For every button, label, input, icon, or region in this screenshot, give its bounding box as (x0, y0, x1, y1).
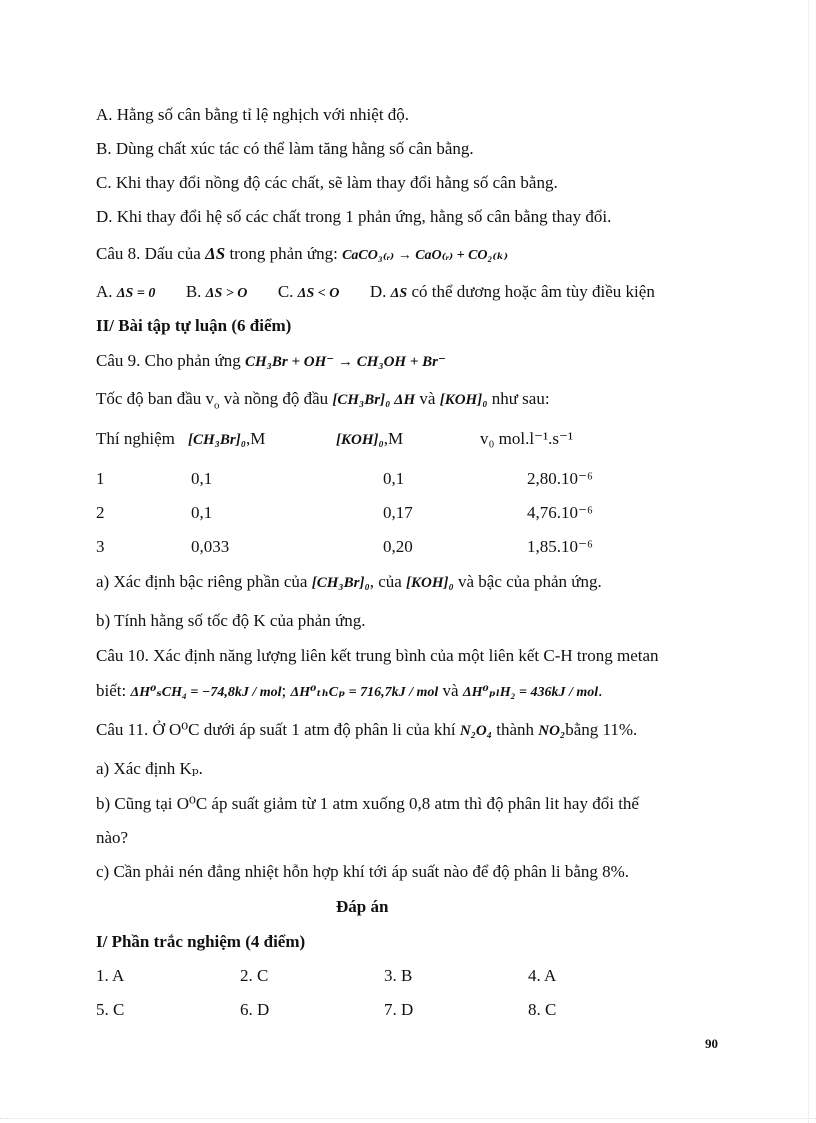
q9-reaction: CH₃Br + OH⁻ → CH₃OH + Br⁻ (244, 354, 446, 370)
q11-eq2: NO₂ (538, 723, 566, 739)
q9-intro-b: và nồng độ đầu (223, 389, 329, 408)
table-header-ch3br-eq: [CH₃Br]₀ (188, 432, 246, 448)
q8-opt-b-label: B. (185, 282, 202, 301)
table-row-2-rate: 4,76.10⁻⁶ (527, 503, 593, 522)
q10-eq2: ΔH⁰ₜₕCₚ = 716,7kJ / mol (290, 685, 439, 700)
q11-line (96, 719, 637, 742)
q8-delta: ΔS (205, 244, 226, 263)
page-bottom-border (0, 1118, 816, 1119)
q9-line (96, 350, 446, 373)
q8-opt-b-eq: ΔS > O (205, 286, 248, 301)
q11-text-b: thành (496, 720, 535, 739)
q9-a-text3: và bậc của phản ứng. (458, 572, 602, 591)
q11-text-a: Câu 11. Ở O⁰C dưới áp suất 1 atm độ phân li của khí (96, 720, 456, 739)
table-row-2-n: 2 (96, 503, 105, 522)
table-header-koh (336, 428, 403, 451)
table-row-2-ch3br: 0,1 (191, 503, 213, 522)
q11-part-a: a) Xác định Kₚ. (96, 759, 203, 778)
answer-3: 3. B (384, 966, 413, 985)
q10-end: . (598, 681, 603, 700)
table-row-2-koh: 0,17 (383, 503, 413, 522)
table-header-koh-eq: [KOH]₀ (336, 432, 384, 448)
table-row-1-n: 1 (96, 469, 105, 488)
table-header-experiment: Thí nghiệm (96, 429, 175, 448)
q9-text: Câu 9. Cho phản ứng (96, 351, 241, 370)
q9-intro (96, 388, 550, 416)
q10-sep1: ; (281, 681, 287, 700)
q11-part-b-2: nào? (96, 828, 129, 847)
q9-a-text2: , của (369, 572, 402, 591)
q11-part-c: c) Cần phải nén đẳng nhiệt hỗn hợp khí tới áp suất nào để độ phân li bằng 8%. (96, 862, 630, 881)
q8-opt-d-eq: ΔS (390, 286, 408, 301)
answer-6: 6. D (240, 1000, 270, 1019)
q10-line2-a: biết: (96, 681, 127, 700)
table-row-1-rate: 2,80.10⁻⁶ (527, 469, 593, 488)
section-2-title: II/ Bài tập tự luận (6 điểm) (96, 316, 292, 335)
answers-section: I/ Phần trắc nghiệm (4 điểm) (96, 932, 306, 951)
table-row-3-n: 3 (96, 537, 105, 556)
q8-opt-d-text: có thể dương hoặc âm tùy điều kiện (411, 282, 655, 301)
q11-part-b-1: b) Cũng tại O⁰C áp suất giảm từ 1 atm xuống 0,8 atm thì độ phân lit hay đổi thế (96, 794, 639, 813)
table-row-1-ch3br: 0,1 (191, 469, 213, 488)
table-header-rate: v₀ mol.l⁻¹.s⁻¹ (480, 429, 574, 448)
page-right-border (808, 0, 809, 1123)
q9-part-b: b) Tính hằng số tốc độ K của phản ứng. (96, 611, 366, 630)
q10-line2 (96, 680, 602, 704)
q9-part-a (96, 571, 602, 594)
table-row-3-koh: 0,20 (383, 537, 413, 556)
q7-option-b: B. Dùng chất xúc tác có thể làm tăng hằng số cân bằng. (96, 139, 474, 158)
answers-title: Đáp án (336, 897, 389, 916)
q8-text: Câu 8. Dấu của (96, 244, 201, 263)
table-row-3-rate: 1,85.10⁻⁶ (527, 537, 593, 556)
q8-reaction: CaCO₃₍ᵣ₎ → CaO₍ᵣ₎ + CO₂₍ₖ₎ (342, 248, 509, 263)
q9-intro-sub: o (214, 399, 220, 412)
q8-opt-c-eq: ΔS < O (297, 286, 340, 301)
answer-7: 7. D (384, 1000, 414, 1019)
q10-eq3: ΔH⁰ₚₗH₂ = 436kJ / mol (462, 685, 599, 700)
q10-line1: Câu 10. Xác định năng lượng liên kết trung bình của một liên kết C-H trong metan (96, 646, 659, 665)
table-row-1-koh: 0,1 (383, 469, 405, 488)
table-header-koh-unit: ,M (383, 429, 404, 448)
page-number: 90 (705, 1036, 718, 1051)
q9-a-text1: a) Xác định bậc riêng phần của (96, 572, 308, 591)
q8-text2: trong phản ứng: (229, 244, 338, 263)
q9-a-eq1: [CH₃Br]₀ (311, 575, 370, 591)
q8-opt-c-label: C. (277, 282, 294, 301)
q9-conc1: [CH₃Br]₀ ΔH (332, 392, 416, 408)
answer-4: 4. A (528, 966, 557, 985)
q9-a-eq2: [KOH]₀ (406, 575, 454, 591)
q10-eq1: ΔH⁰ₛCH₄ = −74,8kJ / mol (130, 685, 282, 700)
answer-8: 8. C (528, 1000, 557, 1019)
table-header-ch3br (188, 428, 265, 451)
q9-intro-c: và (419, 389, 436, 408)
q10-sep2: và (442, 681, 459, 700)
table-header-ch3br-unit: ,M (245, 429, 266, 448)
q8-opt-a-eq: ΔS = 0 (116, 286, 156, 301)
q11-text-c: bằng 11%. (565, 720, 638, 739)
table-row-3-ch3br: 0,033 (191, 537, 230, 556)
q7-option-c: C. Khi thay đổi nồng độ các chất, sẽ làm thay đổi hằng số cân bằng. (96, 173, 558, 192)
q9-intro-d: như sau: (491, 389, 550, 408)
q8-opt-a-label: A. (96, 282, 113, 301)
q8-options (96, 281, 655, 305)
q9-conc2: [KOH]₀ (439, 392, 488, 408)
answer-5: 5. C (96, 1000, 125, 1019)
q8-opt-d-label: D. (369, 282, 387, 301)
q11-eq1: N₂O₄ (459, 723, 492, 739)
q7-option-d: D. Khi thay đổi hệ số các chất trong 1 phản ứng, hằng số cân bằng thay đổi. (96, 207, 612, 226)
answer-1: 1. A (96, 966, 125, 985)
q9-intro-a: Tốc độ ban đầu v (96, 389, 215, 408)
q8-line (96, 243, 508, 267)
q7-option-a: A. Hằng số cân bằng tỉ lệ nghịch với nhiệt độ. (96, 105, 410, 124)
answer-2: 2. C (240, 966, 269, 985)
